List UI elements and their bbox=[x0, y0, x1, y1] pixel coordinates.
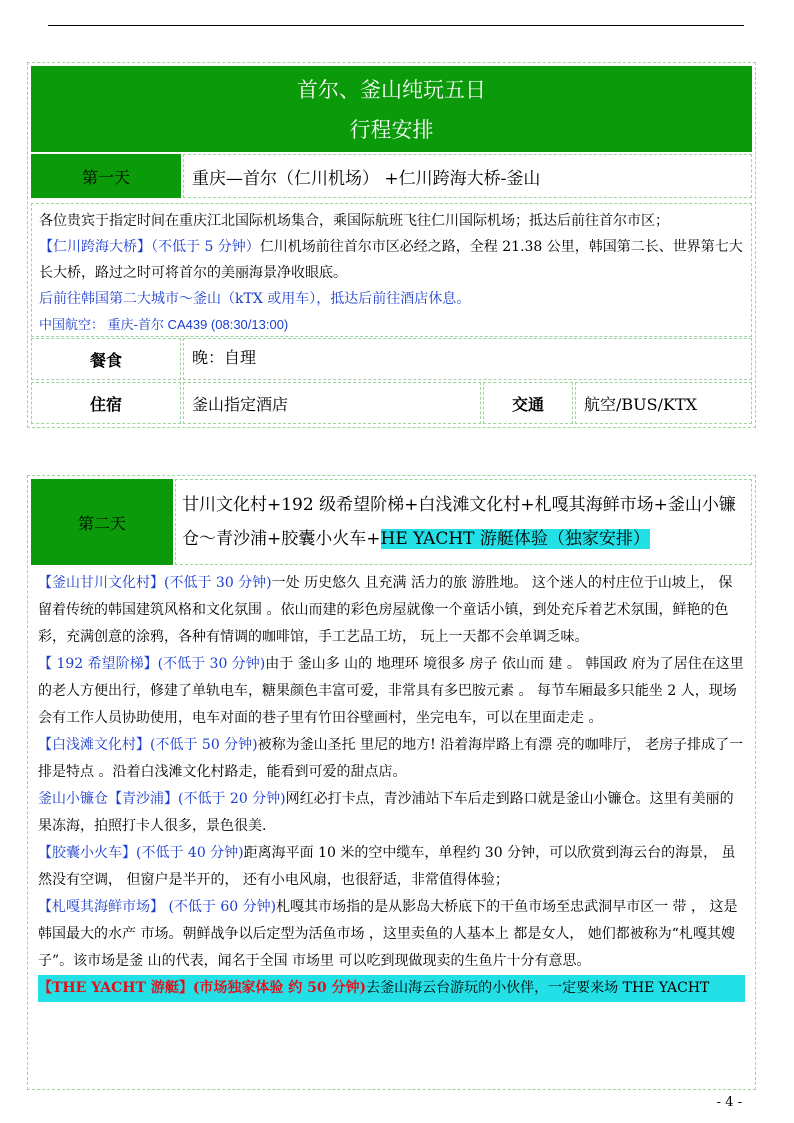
day2-item bbox=[38, 651, 745, 732]
meal-row bbox=[31, 338, 752, 380]
hotel-label: 住宿 bbox=[31, 382, 181, 424]
day2-description bbox=[31, 568, 752, 1004]
title-line2: 行程安排 bbox=[349, 118, 434, 142]
day1-p2-bracket: 【仁川跨海大桥】（不低于 5 分钟） bbox=[39, 239, 260, 255]
yacht-head: 【THE YACHT 游艇】(市场独家体验 约 50 分钟) bbox=[38, 980, 367, 996]
day1-label: 第一天 bbox=[31, 154, 181, 198]
day2-item bbox=[38, 570, 745, 651]
day2-table bbox=[27, 475, 756, 1090]
day1-title: 重庆—首尔（仁川机场） +仁川跨海大桥-釜山 bbox=[183, 154, 752, 198]
title-line1: 首尔、釜山纯玩五日 bbox=[297, 78, 486, 102]
day2-header-row bbox=[31, 479, 752, 565]
day1-table bbox=[27, 62, 756, 428]
day1-header-row bbox=[31, 154, 752, 198]
day1-p2-text: 仁川机场前往首尔市区必经之路，全程 21.38 公里，韩国第二长、世界第七大长大桥，路过之时可将首尔的美丽海景净收眼底。 bbox=[39, 239, 743, 281]
item-head: 【 192 希望阶梯】(不低于 30 分钟) bbox=[38, 656, 266, 672]
day1-p2 bbox=[39, 234, 744, 286]
item-text: 一处 历史悠久 且充满 活力的旅 游胜地。 这个迷人的村庄位于山坡上， 保留着传统的韩国建筑风格和文化氛围 。依山而建的彩色房屋就像一个童话小镇，到处充斥着艺术氛围，鲜艳的色彩，充满创意的涂鸦，各种有情调的咖啡馆，手工艺品工坊， 玩上一天都不会单调乏味。 bbox=[38, 575, 733, 645]
day2-item bbox=[38, 894, 745, 975]
day2-item bbox=[38, 840, 745, 894]
item-text: 由于 釜山多 山的 地理环 境很多 房子 依山而 建 。 韩国政 府为了居住在这里的老人方便出行，修建了单轨电车，糖果颜色丰富可爱，非常具有多巴胺元素 。 每节车厢最多只能坐 2 人，现场会有工作人员协助使用，电车对面的巷子里有竹田谷壁画村，坐完电车，可以在里面走走 。 bbox=[38, 656, 744, 726]
day1-description bbox=[31, 203, 752, 337]
day2-title bbox=[175, 479, 752, 565]
day1-flight: 中国航空： 重庆-首尔 CA439 (08:30/13:00) bbox=[39, 317, 289, 332]
transport-label: 交通 bbox=[483, 382, 573, 424]
item-head: 釜山小镰仓【青沙浦】(不低于 20 分钟) bbox=[38, 791, 286, 807]
itinerary-title bbox=[31, 66, 752, 152]
meal-value: 晚：自理 bbox=[183, 338, 752, 380]
day2-item bbox=[38, 732, 745, 786]
item-head: 【札嘎其海鲜市场】 (不低于 60 分钟) bbox=[38, 899, 277, 915]
header-rule bbox=[48, 25, 744, 26]
meal-label: 餐食 bbox=[31, 338, 181, 380]
day2-label: 第二天 bbox=[31, 479, 173, 565]
transport-value: 航空/BUS/KTX bbox=[575, 382, 752, 424]
item-text: 距离海平面 10 米的空中缆车，单程约 30 分钟，可以欣赏到海云台的海景， 虽然没有空调， 但窗户是半开的， 还有小电风扇，也很舒适，非常值得体验； bbox=[38, 845, 736, 888]
item-text: 被称为釜山圣托 里尼的地方! 沿着海岸路上有漂 亮的咖啡厅， 老房子排成了一排是特点 。沿着白浅滩文化村路走，能看到可爱的甜点店。 bbox=[38, 737, 744, 780]
item-head: 【胶囊小火车】(不低于 40 分钟) bbox=[38, 845, 244, 861]
item-text: 网红必打卡点，青沙浦站下车后走到路口就是釜山小镰仓。这里有美丽的果冻海，拍照打卡人很多，景色很美. bbox=[38, 791, 734, 834]
page-number: - 4 - bbox=[716, 1095, 742, 1110]
item-text: 札嘎其市场指的是从影岛大桥底下的干鱼市场至忠武洞早市区一 带 ， 这是韩国最大的水产 市场。朝鲜战争以后定型为活鱼市场 ，这里卖鱼的人基本上 都是女人， 她们都被称为“札嘎其嫂子”。该市场是釜 山的代表，闻名于全国 市场里 可以吃到现做现卖的生鱼片十分有意思。 bbox=[38, 899, 738, 969]
day1-p1: 各位贵宾于指定时间在重庆江北国际机场集合，乘国际航班飞往仁川国际机场；抵达后前往首尔市区； bbox=[39, 213, 669, 229]
item-head: 【白浅滩文化村】(不低于 50 分钟) bbox=[38, 737, 258, 753]
day2-title-highlight: HE YACHT 游艇体验（独家安排） bbox=[380, 529, 650, 549]
day2-item bbox=[38, 786, 745, 840]
day1-p3: 后前往韩国第二大城市～釜山（kTX 或用车），抵达后前往酒店休息。 bbox=[39, 291, 471, 307]
yacht-item bbox=[38, 975, 745, 1002]
item-head: 【釜山甘川文化村】(不低于 30 分钟) bbox=[38, 575, 272, 591]
day2-title-main: 甘川文化村+192 级希望阶梯+白浅滩文化村+札嘎其海鲜市场+釜山小镰仓～青沙浦+胶囊小火车+ bbox=[182, 495, 736, 549]
hotel-row bbox=[31, 382, 752, 424]
yacht-text: 去釜山海云台游玩的小伙伴，一定要来场 THE YACHT bbox=[366, 980, 710, 996]
hotel-value: 釜山指定酒店 bbox=[183, 382, 481, 424]
